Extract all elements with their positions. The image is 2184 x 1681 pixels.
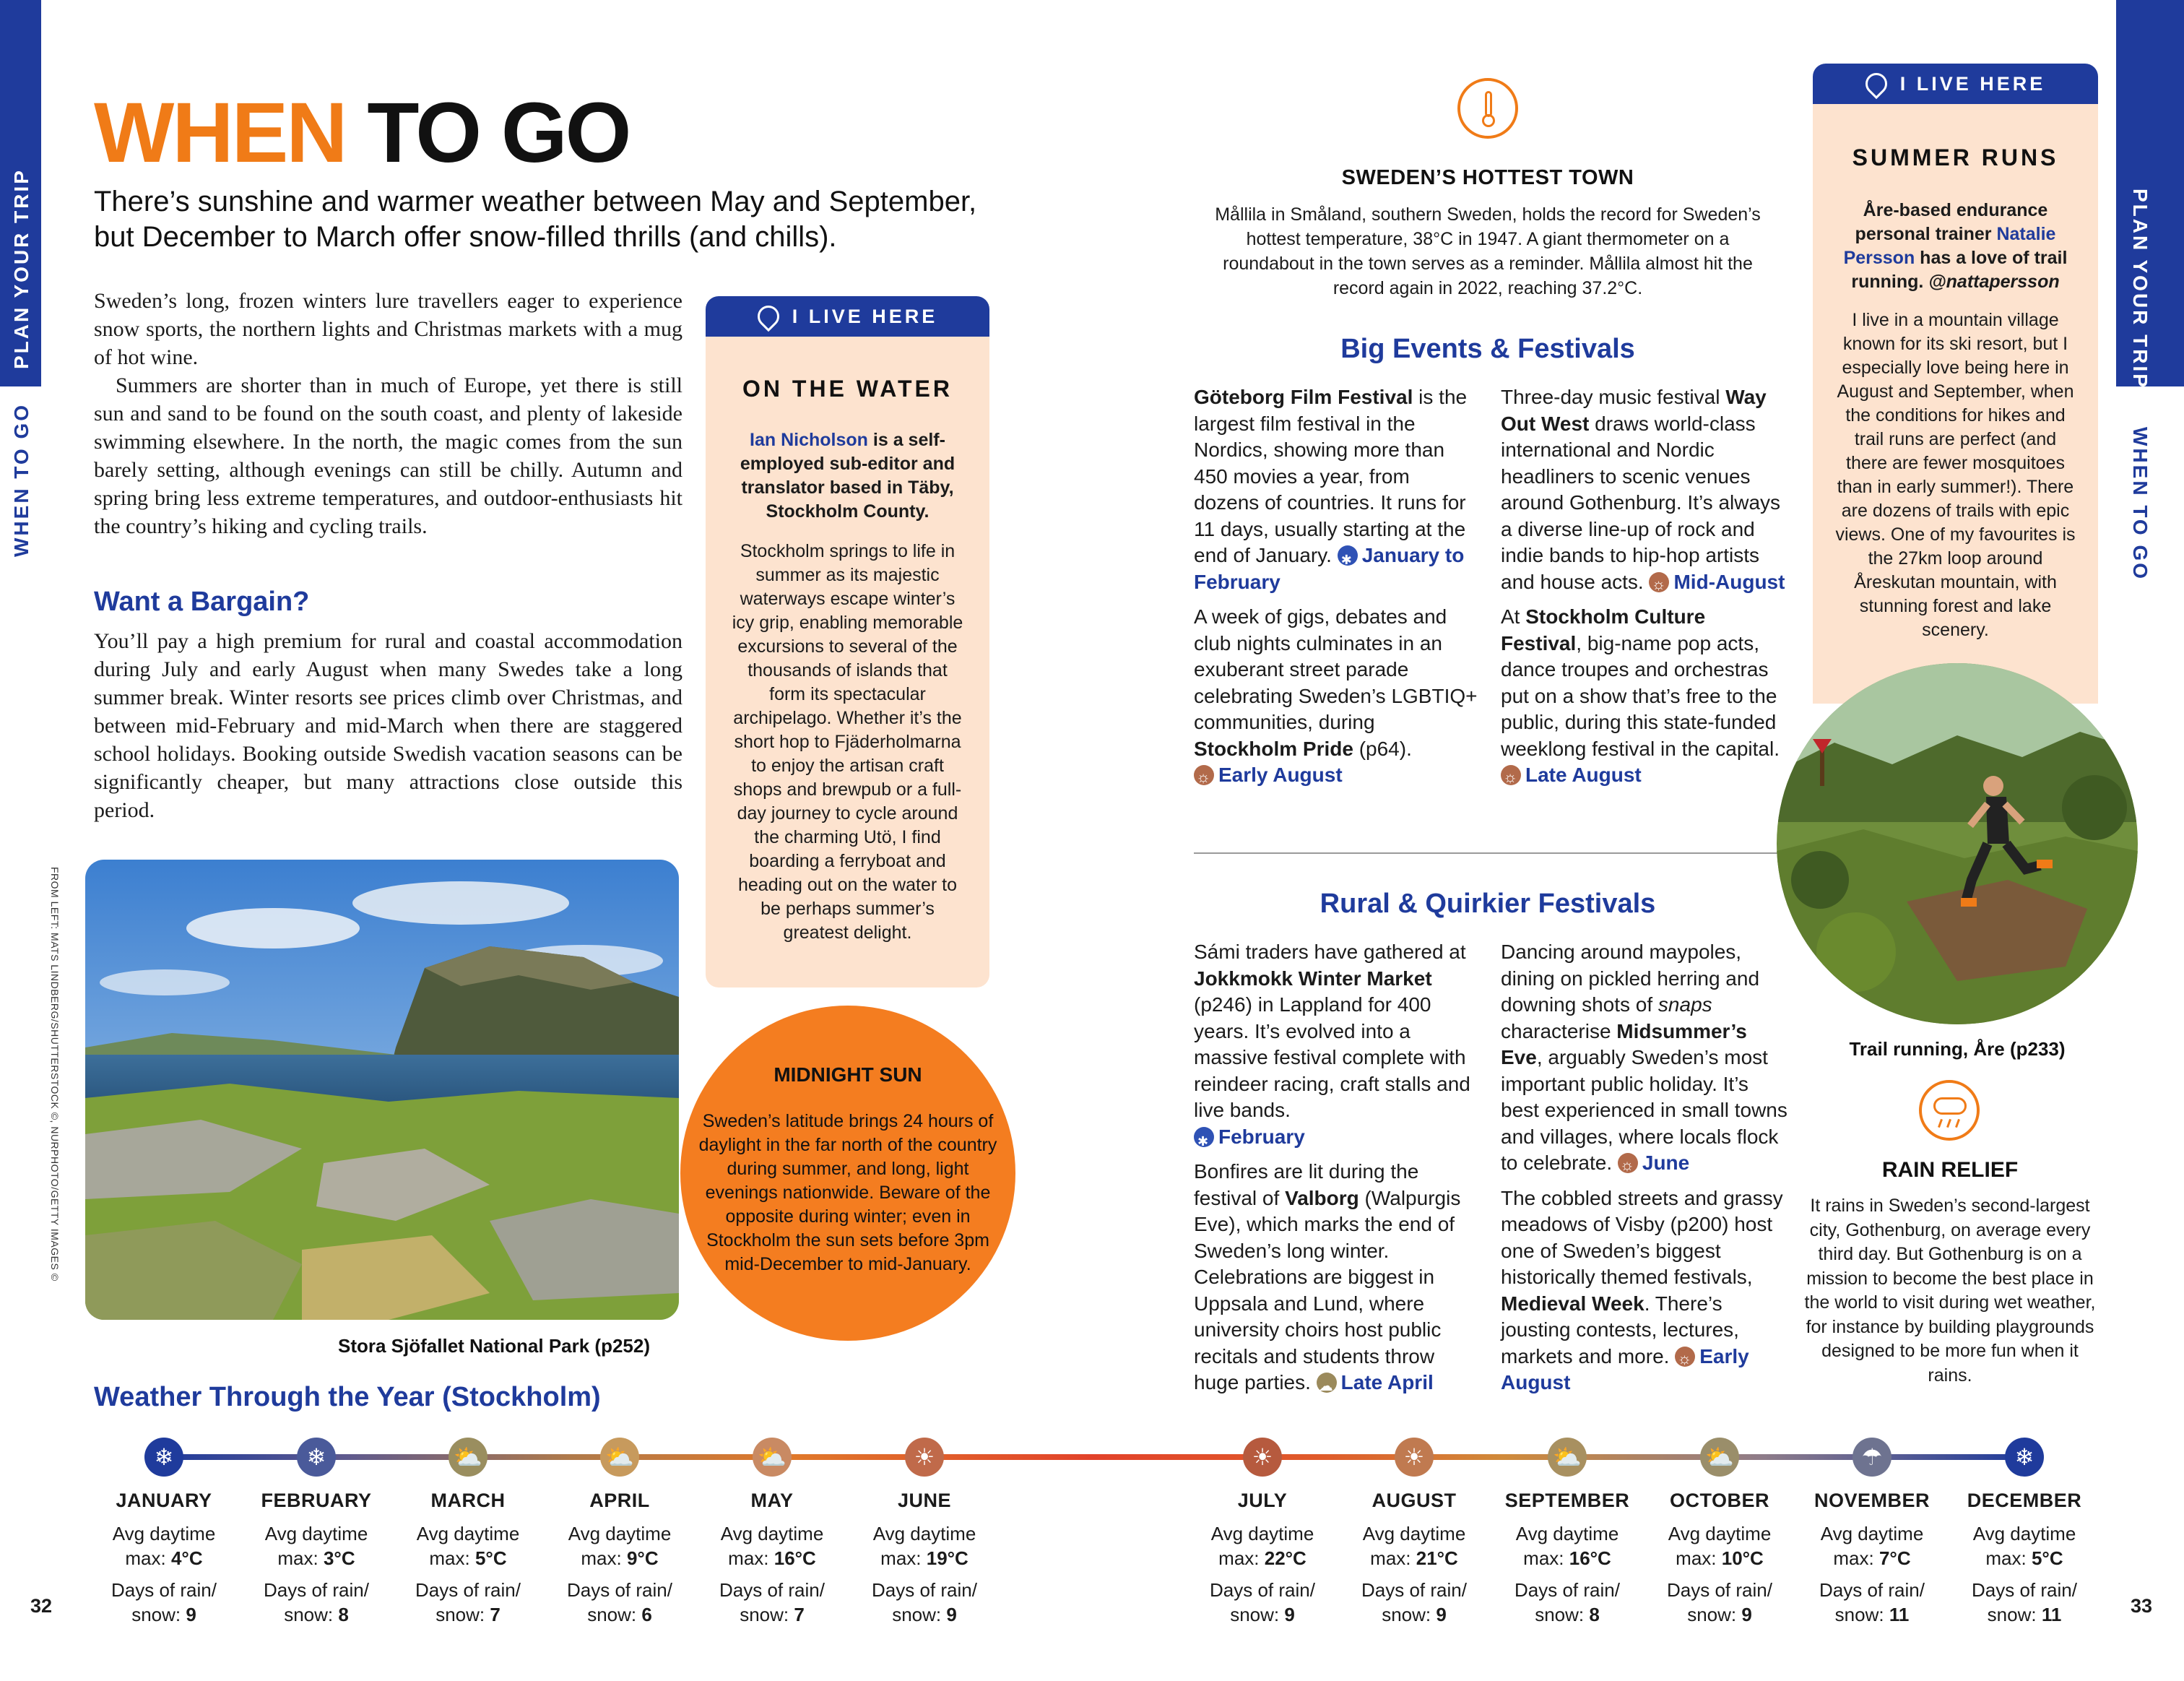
rural-col-1	[1194, 939, 1480, 1405]
trail-photo-caption: Trail running, Åre (p233)	[1849, 1038, 2066, 1060]
temp-line	[1342, 1521, 1486, 1570]
month-april	[547, 1488, 692, 1627]
rural-medieval-pre: The cobbled streets and grassy meadows of Visby (p200) host one of Sweden’s biggest historically themed festivals,	[1501, 1186, 1783, 1288]
landscape-photo-caption: Stora Sjöfallet National Park (p252)	[338, 1335, 651, 1357]
rural-midsummer	[1501, 939, 1790, 1177]
sun-icon: ☀	[1395, 1438, 1434, 1477]
month-name: MARCH	[430, 1490, 506, 1511]
rural-midsummer-em: snaps	[1658, 993, 1712, 1016]
event-goteborg-when: January to February	[1194, 544, 1465, 593]
temp-line	[244, 1521, 389, 1570]
snowflake-icon	[1338, 545, 1358, 566]
temp-value: 10°C	[1721, 1547, 1764, 1569]
rain-label: Days of rain/ snow:	[1972, 1579, 2077, 1625]
rain-line	[852, 1578, 997, 1627]
rain-value: 11	[2041, 1604, 2062, 1625]
intro-text: There’s sunshine and warmer weather between May and September, but December to March offer snow-filled thrills (and chills).	[94, 186, 977, 253]
hottest-text: Mållila in Småland, southern Sweden, holds the record for Sweden’s hottest temperature, 38°C in 1947. A giant thermometer on a roundabout in the town serves as a reminder. Mållila almost hit the record again in 2022, reaching 37.2°C.	[1215, 204, 1761, 298]
temp-label: Avg daytime max:	[112, 1523, 216, 1569]
month-name: NOVEMBER	[1814, 1490, 1930, 1511]
event-pride-name: Stockholm Pride	[1194, 737, 1353, 760]
temp-label: Avg daytime max:	[1972, 1523, 2076, 1569]
temp-line	[852, 1521, 997, 1570]
rain-value: 9	[1741, 1604, 1752, 1625]
page-number-left: 32	[30, 1595, 53, 1617]
hottest-heading: SWEDEN’S HOTTEST TOWN	[1341, 166, 1634, 189]
rural-valborg-post: (Walpurgis Eve), which marks the end of Sweden’s long winter. Celebrations are biggest in Uppsala and Lund, where university choirs host public recitals and students throw huge parties.	[1194, 1186, 1461, 1393]
landscape-photo	[85, 860, 679, 1320]
rural-heading: Rural & Quirkier Festivals	[1320, 889, 1656, 919]
month-name: DECEMBER	[1967, 1490, 2082, 1511]
rain-value: 11	[1889, 1604, 1910, 1625]
month-name: SEPTEMBER	[1504, 1490, 1630, 1511]
rural-valborg-name: Valborg	[1285, 1186, 1359, 1209]
event-goteborg	[1194, 384, 1480, 595]
temp-label: Avg daytime max:	[1210, 1523, 1314, 1569]
event-culture-when: Late August	[1525, 764, 1642, 786]
rain-cloud-icon: ☂	[1852, 1438, 1892, 1477]
sun-icon	[1618, 1153, 1638, 1173]
rural-col-2	[1501, 939, 1790, 1405]
title-part-togo: TO GO	[367, 85, 630, 181]
temp-label: Avg daytime max:	[1515, 1523, 1619, 1569]
rain-line	[1190, 1578, 1335, 1627]
temp-label: Avg daytime max:	[872, 1523, 976, 1569]
ilh1-bio	[730, 428, 965, 524]
ilh2-panel	[1813, 104, 2098, 704]
rain-label: Days of rain/ snow:	[1361, 1579, 1467, 1625]
location-pin-icon	[753, 301, 784, 332]
month-december	[1952, 1488, 2097, 1627]
rain-line	[396, 1578, 540, 1627]
rain-label: Days of rain/ snow:	[415, 1579, 521, 1625]
rain-label: Days of rain/ snow:	[719, 1579, 825, 1625]
section-divider	[1194, 852, 1785, 854]
trail-running-illustration	[1777, 663, 2138, 1024]
rural-jokkmokk-when: February	[1218, 1125, 1305, 1148]
temp-line	[1495, 1521, 1639, 1570]
temp-value: 7°C	[1878, 1547, 1911, 1569]
temp-label: Avg daytime max:	[416, 1523, 520, 1569]
event-culture-name: Stockholm Culture Festival	[1501, 605, 1706, 654]
month-name: OCTOBER	[1669, 1490, 1769, 1511]
bargain-text	[94, 627, 682, 824]
temp-label: Avg daytime max:	[568, 1523, 672, 1569]
temp-value: 5°C	[2031, 1547, 2063, 1569]
sun-cloud-icon: ⛅	[1548, 1438, 1587, 1477]
temp-value: 21°C	[1416, 1547, 1458, 1569]
rural-jokkmokk-pre: Sámi traders have gathered at	[1194, 941, 1466, 963]
rain-label: Days of rain/ snow:	[264, 1579, 369, 1625]
sun-cloud-icon: ⛅	[1700, 1438, 1739, 1477]
sun-icon	[1649, 572, 1669, 592]
rain-value: 9	[186, 1604, 196, 1625]
sun-cloud-icon: ⛅	[753, 1438, 792, 1477]
rain-label: Days of rain/ snow:	[1819, 1579, 1925, 1625]
left-section-label: WHEN TO GO	[10, 402, 32, 557]
event-pride	[1194, 604, 1480, 789]
rain-line	[244, 1578, 389, 1627]
rain-line	[700, 1578, 844, 1627]
rural-midsummer-mid: characterise	[1501, 1019, 1617, 1042]
event-pride-pre: A week of gigs, debates and club nights culminates in an exuberant street parade celebrating Sweden’s LGBTIQ+ communities, during	[1194, 605, 1478, 733]
ilh2-badge-label: I LIVE HERE	[1899, 72, 2046, 95]
rain-value: 8	[338, 1604, 349, 1625]
event-wow-name: Way Out West	[1501, 386, 1767, 435]
temp-line	[1647, 1521, 1792, 1570]
ilh1-bio-rest: is a self-employed sub-editor and translator based in Täby, Stockholm County.	[740, 430, 956, 522]
rural-medieval-name: Medieval Week	[1501, 1292, 1644, 1315]
ilh2-bio-post: has a love of trail running.	[1851, 248, 2068, 292]
sun-cloud-icon	[1317, 1373, 1337, 1393]
weather-timeline-bar	[160, 1454, 2025, 1460]
rural-medieval-post: . There’s jousting contests, lectures, markets and more.	[1501, 1292, 1739, 1367]
month-name: MAY	[750, 1490, 794, 1511]
rural-jokkmokk-name: Jokkmokk Winter Market	[1194, 967, 1432, 990]
temp-value: 9°C	[626, 1547, 659, 1569]
rain-value: 9	[1284, 1604, 1295, 1625]
rural-midsummer-pre: Dancing around maypoles, dining on pickled herring and downing shots of	[1501, 941, 1760, 1016]
rain-line	[92, 1578, 236, 1627]
ilh2-bio-handle: @nattapersson	[1928, 272, 2060, 292]
month-july	[1190, 1488, 1335, 1627]
temp-label: Avg daytime max:	[1820, 1523, 1924, 1569]
sun-cloud-icon: ⛅	[600, 1438, 639, 1477]
rain-label: Days of rain/ snow:	[1514, 1579, 1620, 1625]
title-part-when: WHEN	[94, 85, 346, 181]
rural-valborg-when: Late April	[1340, 1371, 1434, 1393]
month-name: JUNE	[897, 1490, 952, 1511]
body-text	[94, 287, 682, 540]
temp-value: 3°C	[323, 1547, 355, 1569]
ilh2-bio	[1834, 199, 2076, 294]
temp-label: Avg daytime max:	[720, 1523, 824, 1569]
snowflake-icon	[1194, 1127, 1214, 1147]
temp-line	[396, 1521, 540, 1570]
rural-medieval-when: Early August	[1501, 1344, 1749, 1393]
temp-value: 16°C	[1569, 1547, 1611, 1569]
temp-line	[1800, 1521, 1944, 1570]
photo-credit: FROM LEFT: MATS LINDBERG/SHUTTERSTOCK ©, NURPHOTO/GETTY IMAGES ©	[49, 867, 61, 1282]
temp-line	[700, 1521, 844, 1570]
month-march	[396, 1488, 540, 1627]
rain-line	[1342, 1578, 1486, 1627]
sun-icon	[1194, 765, 1214, 785]
rural-jokkmokk-post: (p246) in Lappland for 400 years. It’s evolved into a massive festival complete with reindeer racing, craft stalls and live bands.	[1194, 993, 1470, 1121]
location-pin-icon	[1861, 69, 1892, 99]
event-pride-when: Early August	[1218, 764, 1343, 786]
snowflake-icon: ❄	[144, 1438, 183, 1477]
event-culture-post: , big-name pop acts, dance troupes and orchestras put on a show that’s free to the public, during this state-funded weeklong festival in the capital.	[1501, 631, 1780, 760]
snowflake-icon: ❄	[2005, 1438, 2044, 1477]
ilh1-badge	[706, 296, 989, 337]
rain-line	[547, 1578, 692, 1627]
month-name: FEBRUARY	[261, 1490, 372, 1511]
rain-text: It rains in Sweden’s second-largest city, Gothenburg, on average every third day. But Gothenburg is on a mission to become the best place in the world to visit during wet weather, for instance by building playgrounds designed to be more fun when it rains.	[1804, 1196, 2096, 1386]
right-sidebar-label: PLAN YOUR TRIP	[2129, 189, 2152, 389]
rain-label: Days of rain/ snow:	[1210, 1579, 1315, 1625]
sun-icon: ☀	[1243, 1438, 1282, 1477]
rain-value: 9	[946, 1604, 957, 1625]
month-november	[1800, 1488, 1944, 1627]
event-pride-post: (p64).	[1353, 737, 1412, 760]
rural-midsummer-when: June	[1642, 1151, 1690, 1174]
temp-value: 4°C	[170, 1547, 203, 1569]
ilh2-section-title: SUMMER RUNS	[1852, 144, 2059, 170]
rural-jokkmokk	[1194, 939, 1480, 1150]
month-name: JULY	[1237, 1490, 1288, 1511]
rain-line	[1800, 1578, 1944, 1627]
snowflake-icon: ❄	[297, 1438, 336, 1477]
rain-heading: RAIN RELIEF	[1881, 1158, 2019, 1182]
sun-icon: ☀	[905, 1438, 944, 1477]
rural-valborg-pre: Bonfires are lit during the festival of	[1194, 1160, 1419, 1209]
rain-line	[1647, 1578, 1792, 1627]
body-paragraph-2: Summers are shorter than in much of Europe, yet there is still sun and sand to be found on the south coast, and plenty of lakeside swimming elsewhere. In the north, the magic comes from the sun barely setting, although evenings can still be chilly. Autumn and spring bring less extreme temperatures, and outdoor-enthusiasts hit the country’s hiking and cycling trails.	[94, 373, 682, 538]
event-wow-post: draws world-class international and Nordic headliners to scenic venues around Gothenburg. It’s always a diverse line-up of rock and indie bands to hip-hop artists and house acts.	[1501, 412, 1781, 593]
big-events-heading: Big Events & Festivals	[1340, 334, 1635, 364]
month-september	[1495, 1488, 1639, 1627]
month-october	[1647, 1488, 1792, 1627]
rural-valborg	[1194, 1159, 1480, 1396]
ilh1-bio-name: Ian Nicholson	[750, 430, 868, 450]
event-culture-pre: At	[1501, 605, 1526, 628]
ilh1-section-title: ON THE WATER	[742, 376, 953, 402]
temp-line	[547, 1521, 692, 1570]
event-goteborg-name: Göteborg Film Festival	[1194, 386, 1413, 408]
rain-value: 7	[490, 1604, 500, 1625]
event-wow-when: Mid-August	[1673, 570, 1785, 593]
trail-running-photo	[1777, 663, 2138, 1024]
temp-label: Avg daytime max:	[264, 1523, 368, 1569]
right-section-label: WHEN TO GO	[2129, 427, 2152, 582]
month-may	[700, 1488, 844, 1627]
sun-icon	[1501, 765, 1521, 785]
event-wow-pre: Three-day music festival	[1501, 386, 1726, 408]
rain-value: 7	[794, 1604, 805, 1625]
month-name: APRIL	[589, 1490, 650, 1511]
month-name: AUGUST	[1372, 1490, 1457, 1511]
event-wayoutwest	[1501, 384, 1790, 595]
event-culture	[1501, 604, 1790, 789]
body-paragraph-1: Sweden’s long, frozen winters lure travellers eager to experience snow sports, the northern lights and Christmas markets with a mug of hot wine.	[94, 289, 682, 369]
page-number-right: 33	[2131, 1595, 2153, 1617]
rural-midsummer-post: , arguably Sweden’s most important public holiday. It’s best experienced in small towns and villages, where locals flock to celebrate.	[1501, 1046, 1788, 1174]
month-january	[92, 1488, 236, 1627]
thermometer-icon	[1457, 78, 1518, 139]
left-sidebar-label: PLAN YOUR TRIP	[10, 168, 32, 369]
month-february	[244, 1488, 389, 1627]
temp-value: 19°C	[926, 1547, 968, 1569]
rural-medieval	[1501, 1185, 1790, 1396]
temp-label: Avg daytime max:	[1362, 1523, 1466, 1569]
temp-line	[1190, 1521, 1335, 1570]
temp-line	[1952, 1521, 2097, 1570]
rain-label: Days of rain/ snow:	[111, 1579, 217, 1625]
ilh1-panel	[706, 337, 989, 988]
temp-label: Avg daytime max:	[1668, 1523, 1772, 1569]
rain-cloud-icon	[1919, 1080, 1980, 1141]
ilh2-bio-name: Natalie Persson	[1843, 224, 2056, 268]
ilh2-badge	[1813, 64, 2098, 104]
bargain-heading: Want a Bargain?	[94, 587, 310, 617]
bargain-paragraph: You’ll pay a high premium for rural and coastal accommodation during July and early August when many Swedes take a long summer break. Winter resorts see prices climb over Christmas, and between mid-February and mid-March when there are staggered school holidays. Booking outside Swedish vacation seasons can be significantly cheaper, but many attractions close outside this period.	[94, 629, 682, 822]
big-events-col-2	[1501, 384, 1790, 798]
ilh1-badge-label: I LIVE HERE	[792, 305, 938, 327]
rural-midsummer-name: Midsummer’s Eve	[1501, 1019, 1747, 1068]
rain-line	[1952, 1578, 2097, 1627]
ilh1-text: Stockholm springs to life in summer as its majestic waterways escape winter’s icy grip, enabling memorable excursions to several of the thousands of islands that form its spectacular archipelago. Whether it’s the short hop to Fjäderholmarna to enjoy the artisan craft shops and brewpub or a full-day journey to cycle around the charming Utö, I find boarding a ferryboat and heading out on the water to be perhaps summer’s greatest delight.	[732, 541, 963, 943]
temp-value: 16°C	[774, 1547, 816, 1569]
rain-value: 6	[641, 1604, 652, 1625]
sun-icon	[1675, 1347, 1695, 1367]
ilh2-text: I live in a mountain village known for its ski resort, but I especially love being here in August and September, when the conditions for hikes and trail runs are perfect (and there are fewer mosquitoes than in early summer!). There are dozens of trails with epic views. One of my favourites is the 27km loop around Åreskutan mountain, with stunning forest and lake scenery.	[1835, 310, 2076, 640]
month-august	[1342, 1488, 1486, 1627]
rain-line	[1495, 1578, 1639, 1627]
event-goteborg-text: is the largest film festival in the Nordics, showing more than 450 movies a year, from dozens of countries. It runs for 11 days, usually starting at the end of January.	[1194, 386, 1468, 566]
temp-line	[92, 1521, 236, 1570]
big-events-col-1	[1194, 384, 1480, 798]
rain-label: Days of rain/ snow:	[567, 1579, 672, 1625]
sun-cloud-icon: ⛅	[448, 1438, 488, 1477]
temp-value: 5°C	[474, 1547, 507, 1569]
rain-value: 8	[1589, 1604, 1600, 1625]
ilh2-bio-pre: Åre-based endurance personal trainer	[1855, 200, 2048, 244]
month-june	[852, 1488, 997, 1627]
midnight-sun-text: Sweden’s latitude brings 24 hours of daylight in the far north of the country during summer, and long, light evenings nationwide. Beware of the opposite during winter; even in Stockholm the sun sets before 3pm mid-December to mid-January.	[698, 1111, 997, 1274]
landscape-illustration	[85, 860, 679, 1320]
temp-value: 22°C	[1264, 1547, 1306, 1569]
rain-label: Days of rain/ snow:	[872, 1579, 977, 1625]
rain-label: Days of rain/ snow:	[1667, 1579, 1772, 1625]
month-name: JANUARY	[116, 1490, 212, 1511]
weather-heading: Weather Through the Year (Stockholm)	[94, 1382, 601, 1412]
midnight-sun-heading: MIDNIGHT SUN	[774, 1063, 922, 1086]
rain-value: 9	[1436, 1604, 1447, 1625]
page-title	[94, 85, 630, 181]
